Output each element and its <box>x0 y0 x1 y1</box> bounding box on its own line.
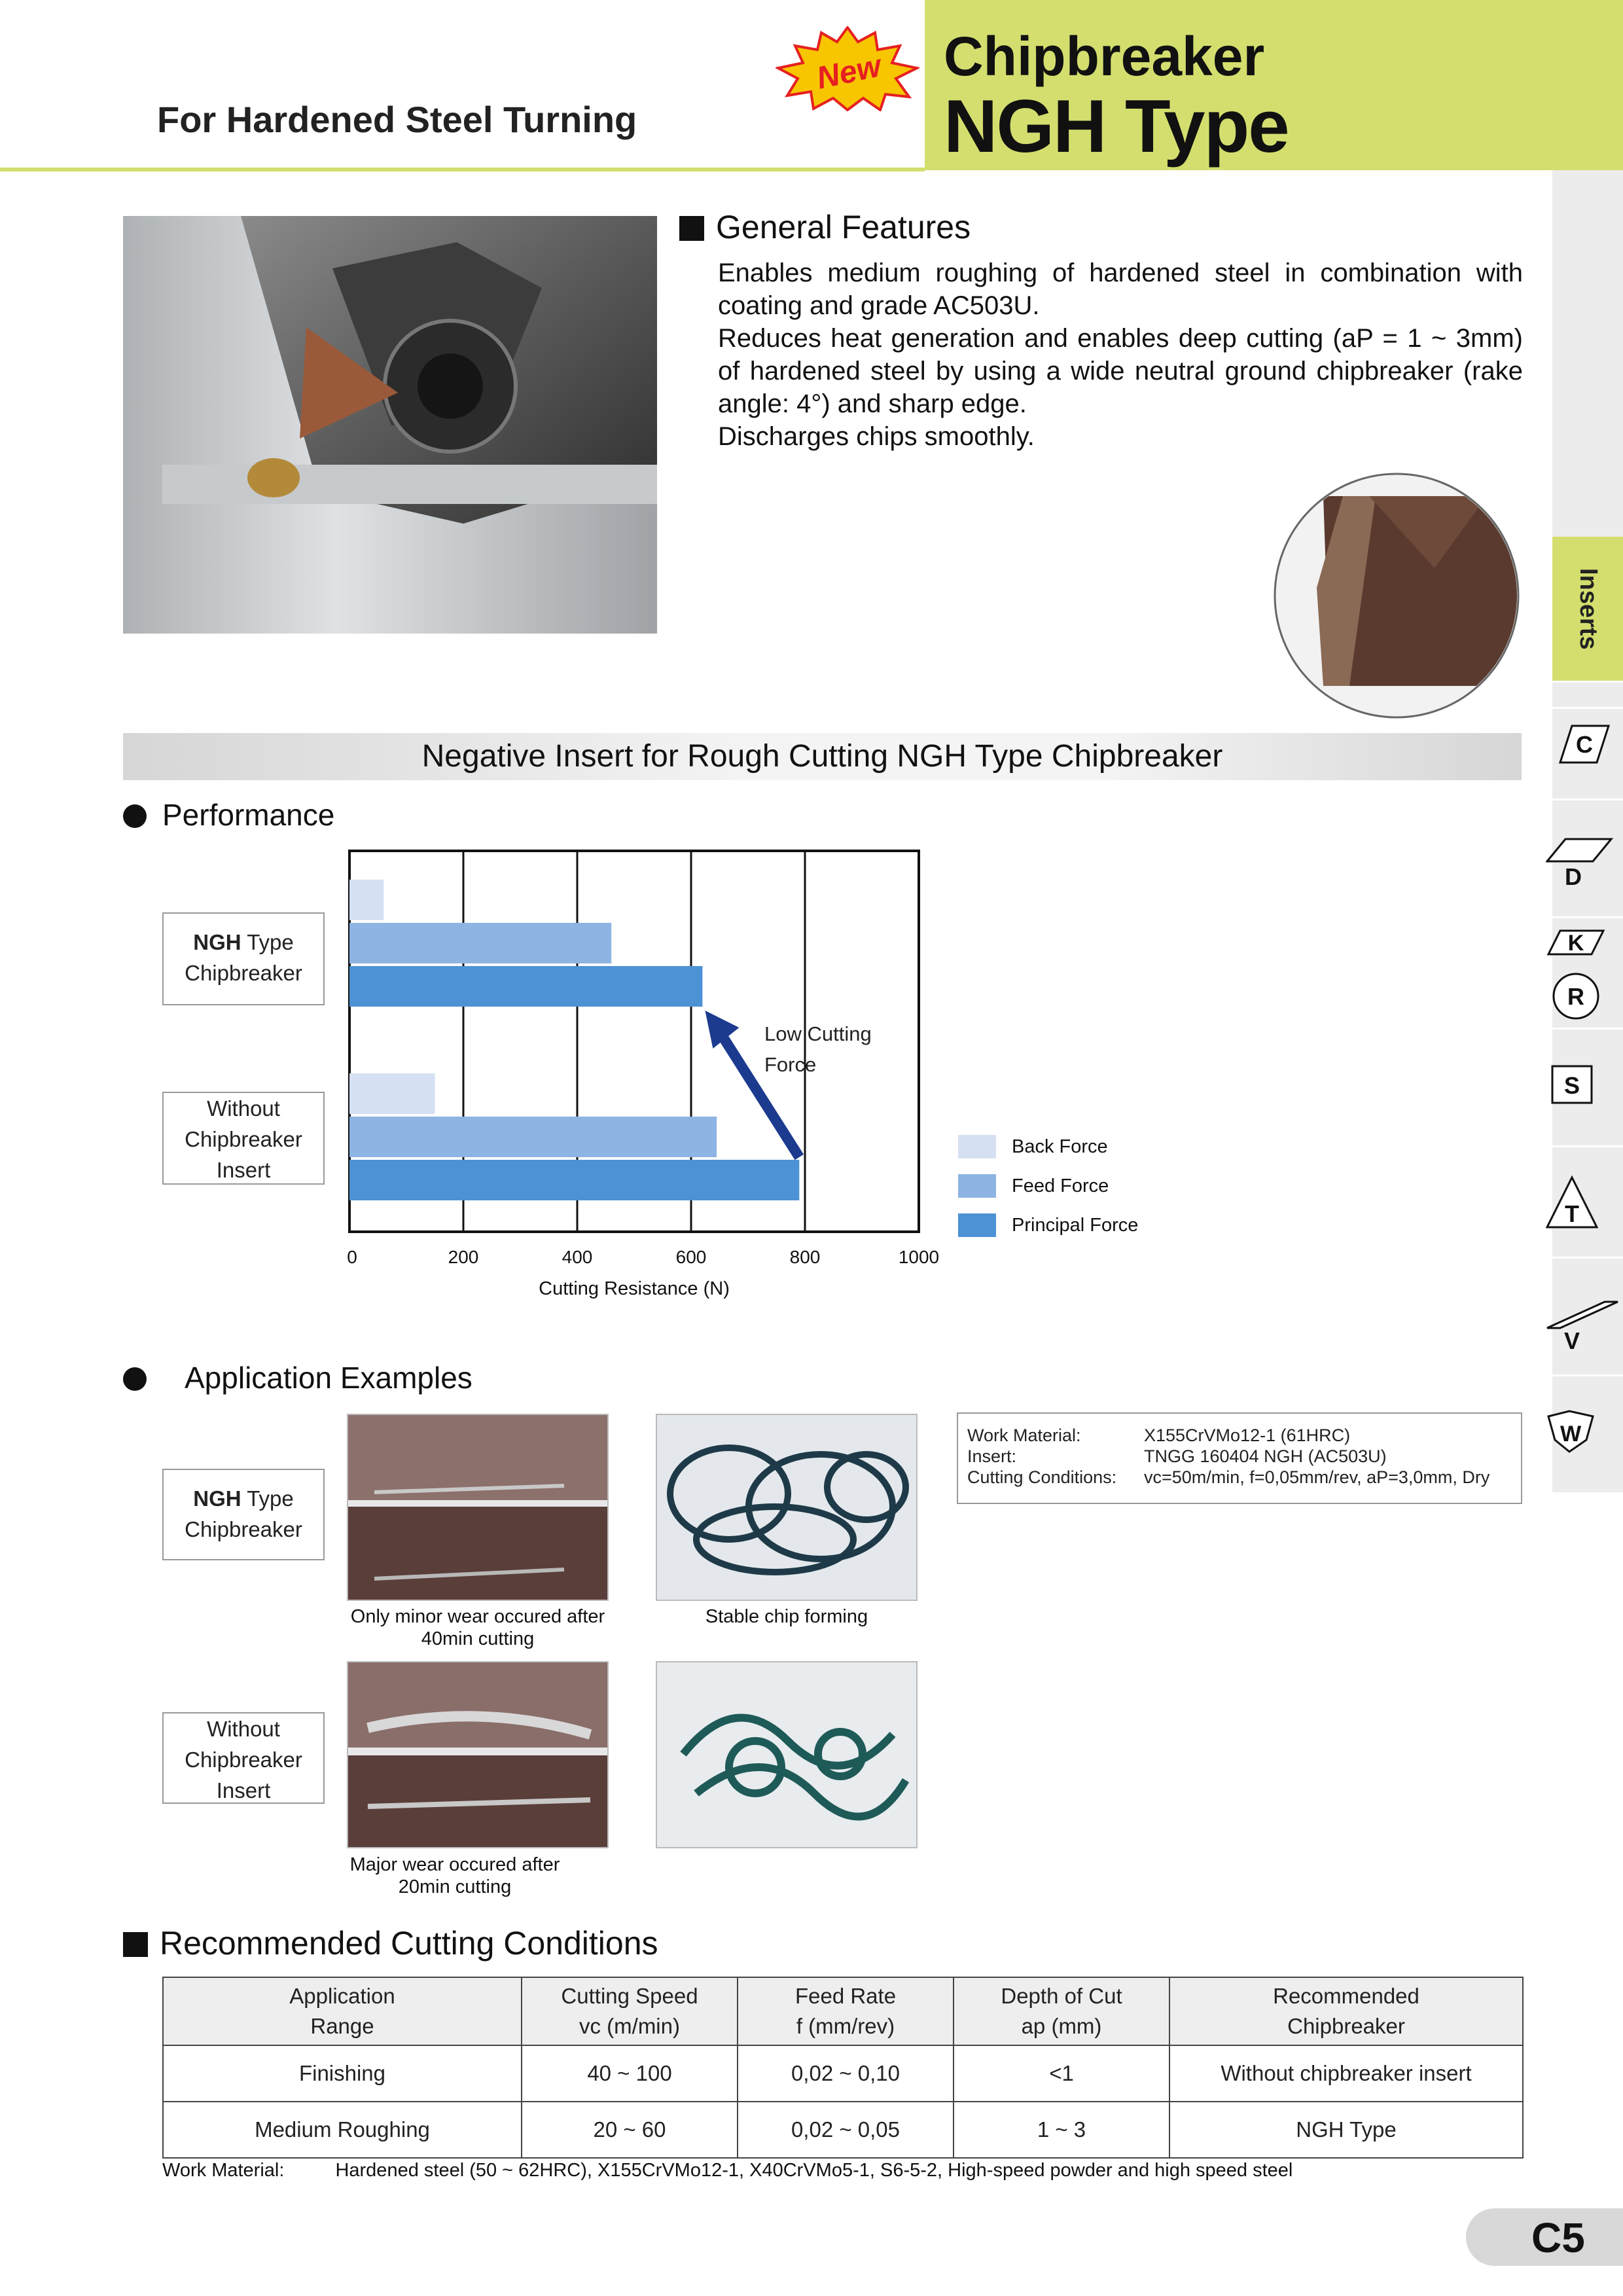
legend-label: Principal Force <box>1012 1215 1139 1236</box>
ngh-wear-caption: Only minor wear occured after 40min cutting <box>350 1606 605 1649</box>
col-chipbreaker: Recommended Chipbreaker <box>1169 1977 1523 2045</box>
cond-row-conditions: Cutting Conditions: vc=50m/min, f=0,05mm/rev, aP=3,0mm, Dry <box>967 1467 1490 1487</box>
cutting-conditions-box <box>957 1412 1522 1504</box>
insert-closeup-photo <box>1271 470 1522 721</box>
annotation-line2: Force <box>764 1053 817 1076</box>
tab-t[interactable] <box>1546 1175 1623 1234</box>
tab-v[interactable] <box>1546 1299 1623 1352</box>
page-title-line1: Chipbreaker <box>944 26 1265 87</box>
without-chip-photo <box>656 1661 918 1848</box>
tab-w[interactable] <box>1546 1407 1623 1460</box>
legend-swatch <box>958 1174 996 1198</box>
square-bullet-icon <box>123 1932 148 1957</box>
feature-line-2: Reduces heat generation and enables deep cutting (aP = 1 ~ 3mm) of hardened steel by using a wide neutral ground chipbreaker (rake angle: 4°) and sharp edge. <box>718 324 1523 418</box>
page-title-line2: NGH Type <box>944 85 1289 168</box>
section-band-title: Negative Insert for Rough Cutting NGH Type Chipbreaker <box>421 739 1223 774</box>
tool-holder-photo <box>123 216 657 634</box>
recommended-table <box>162 1977 1524 2159</box>
svg-text:C: C <box>1576 731 1593 758</box>
tab-k-r[interactable] <box>1546 928 1623 1020</box>
recommended-heading: Recommended Cutting Conditions <box>123 1924 658 1962</box>
tab-d[interactable] <box>1546 836 1623 889</box>
annotation-line1: Low Cutting <box>764 1022 872 1045</box>
without-wear-photo <box>347 1661 609 1848</box>
applications-heading: Application Examples <box>123 1360 473 1395</box>
x-tick-label: 400 <box>562 1247 593 1267</box>
svg-text:V: V <box>1563 1327 1580 1352</box>
svg-text:R: R <box>1567 983 1584 1010</box>
ngh-wear-photo <box>347 1414 609 1601</box>
col-speed: Cutting Speed vc (m/min) <box>522 1977 738 2045</box>
svg-text:K: K <box>1567 931 1584 956</box>
col-depth: Depth of Cut ap (mm) <box>954 1977 1169 2045</box>
features-heading: General Features <box>679 208 971 246</box>
tab-inserts[interactable] <box>1552 537 1623 681</box>
legend-label: Feed Force <box>1012 1175 1109 1196</box>
tab-s[interactable] <box>1546 1064 1623 1109</box>
bar-principal-force <box>349 966 702 1007</box>
x-tick-label: 800 <box>789 1247 821 1267</box>
x-axis-label: Cutting Resistance (N) <box>539 1278 730 1299</box>
page-subtitle: For Hardened Steel Turning <box>157 99 637 140</box>
x-tick-label: 200 <box>448 1247 479 1267</box>
badge-text: New <box>813 48 884 96</box>
cond-row-insert: Insert: TNGG 160404 NGH (AC503U) <box>967 1446 1387 1466</box>
col-feed: Feed Rate f (mm/rev) <box>738 1977 954 2045</box>
perf-label-ngh: NGH Type Chipbreaker <box>162 912 325 1005</box>
svg-text:D: D <box>1565 863 1582 889</box>
feature-line-3: Discharges chips smoothly. <box>718 422 1035 451</box>
cond-row-material: Work Material: X155CrVMo12-1 (61HRC) <box>967 1426 1351 1445</box>
table-row: Medium Roughing 20 ~ 60 0,02 ~ 0,05 1 ~ 3 NGH Type <box>163 2102 1523 2158</box>
perf-label-without: Without Chipbreaker Insert <box>162 1092 325 1185</box>
legend-swatch <box>958 1135 996 1158</box>
app-label-without: Without Chipbreaker Insert <box>162 1712 325 1804</box>
table-header-row <box>163 1977 1523 2045</box>
bar-principal-force <box>349 1160 799 1200</box>
bar-feed-force <box>349 923 611 963</box>
page-number-tab <box>1466 2208 1623 2266</box>
header-rule <box>0 168 925 171</box>
new-badge <box>776 26 919 111</box>
tab-c[interactable] <box>1546 723 1623 765</box>
rhombus-icon <box>1547 839 1611 861</box>
ngh-chip-caption: Stable chip forming <box>705 1606 868 1627</box>
tab-inserts-label: Inserts <box>1575 568 1602 650</box>
bar-back-force <box>349 880 383 920</box>
circle-bullet-icon <box>123 804 147 828</box>
col-application: Application Range <box>163 1977 522 2045</box>
arrow-shaft <box>719 1031 799 1157</box>
feature-line-1: Enables medium roughing of hardened steel in combination with coating and grade AC503U. <box>718 259 1523 320</box>
rhombus-v-icon <box>1547 1302 1618 1328</box>
app-label-ngh: NGH Type Chipbreaker <box>162 1469 325 1560</box>
ngh-chip-photo <box>656 1414 918 1601</box>
x-tick-label: 600 <box>675 1247 707 1267</box>
x-tick-label: 0 <box>347 1247 357 1267</box>
features-text <box>718 257 1523 453</box>
cutting-resistance-chart <box>327 844 1178 1316</box>
square-bullet-icon <box>679 216 704 241</box>
page-number: C5 <box>1531 2214 1585 2261</box>
svg-text:W: W <box>1560 1422 1582 1446</box>
svg-text:T: T <box>1565 1200 1579 1227</box>
x-tick-label: 1000 <box>898 1247 940 1267</box>
legend-label: Back Force <box>1012 1136 1108 1157</box>
table-row: Finishing 40 ~ 100 0,02 ~ 0,10 <1 Without chipbreaker insert <box>163 2045 1523 2102</box>
legend-swatch <box>958 1213 996 1237</box>
work-material-note: Work Material: Hardened steel (50 ~ 62HRC), X155CrVMo12-1, X40CrVMo5-1, S6-5-2, High-speed powder and high speed steel <box>162 2160 1293 2181</box>
bar-feed-force <box>349 1117 717 1157</box>
circle-bullet-icon <box>123 1367 147 1391</box>
without-wear-caption: Major wear occured after 20min cutting <box>349 1854 560 1897</box>
svg-text:S: S <box>1563 1072 1580 1099</box>
section-tab-strip <box>1552 170 1623 1492</box>
bar-back-force <box>349 1073 435 1114</box>
performance-heading: Performance <box>123 797 334 833</box>
